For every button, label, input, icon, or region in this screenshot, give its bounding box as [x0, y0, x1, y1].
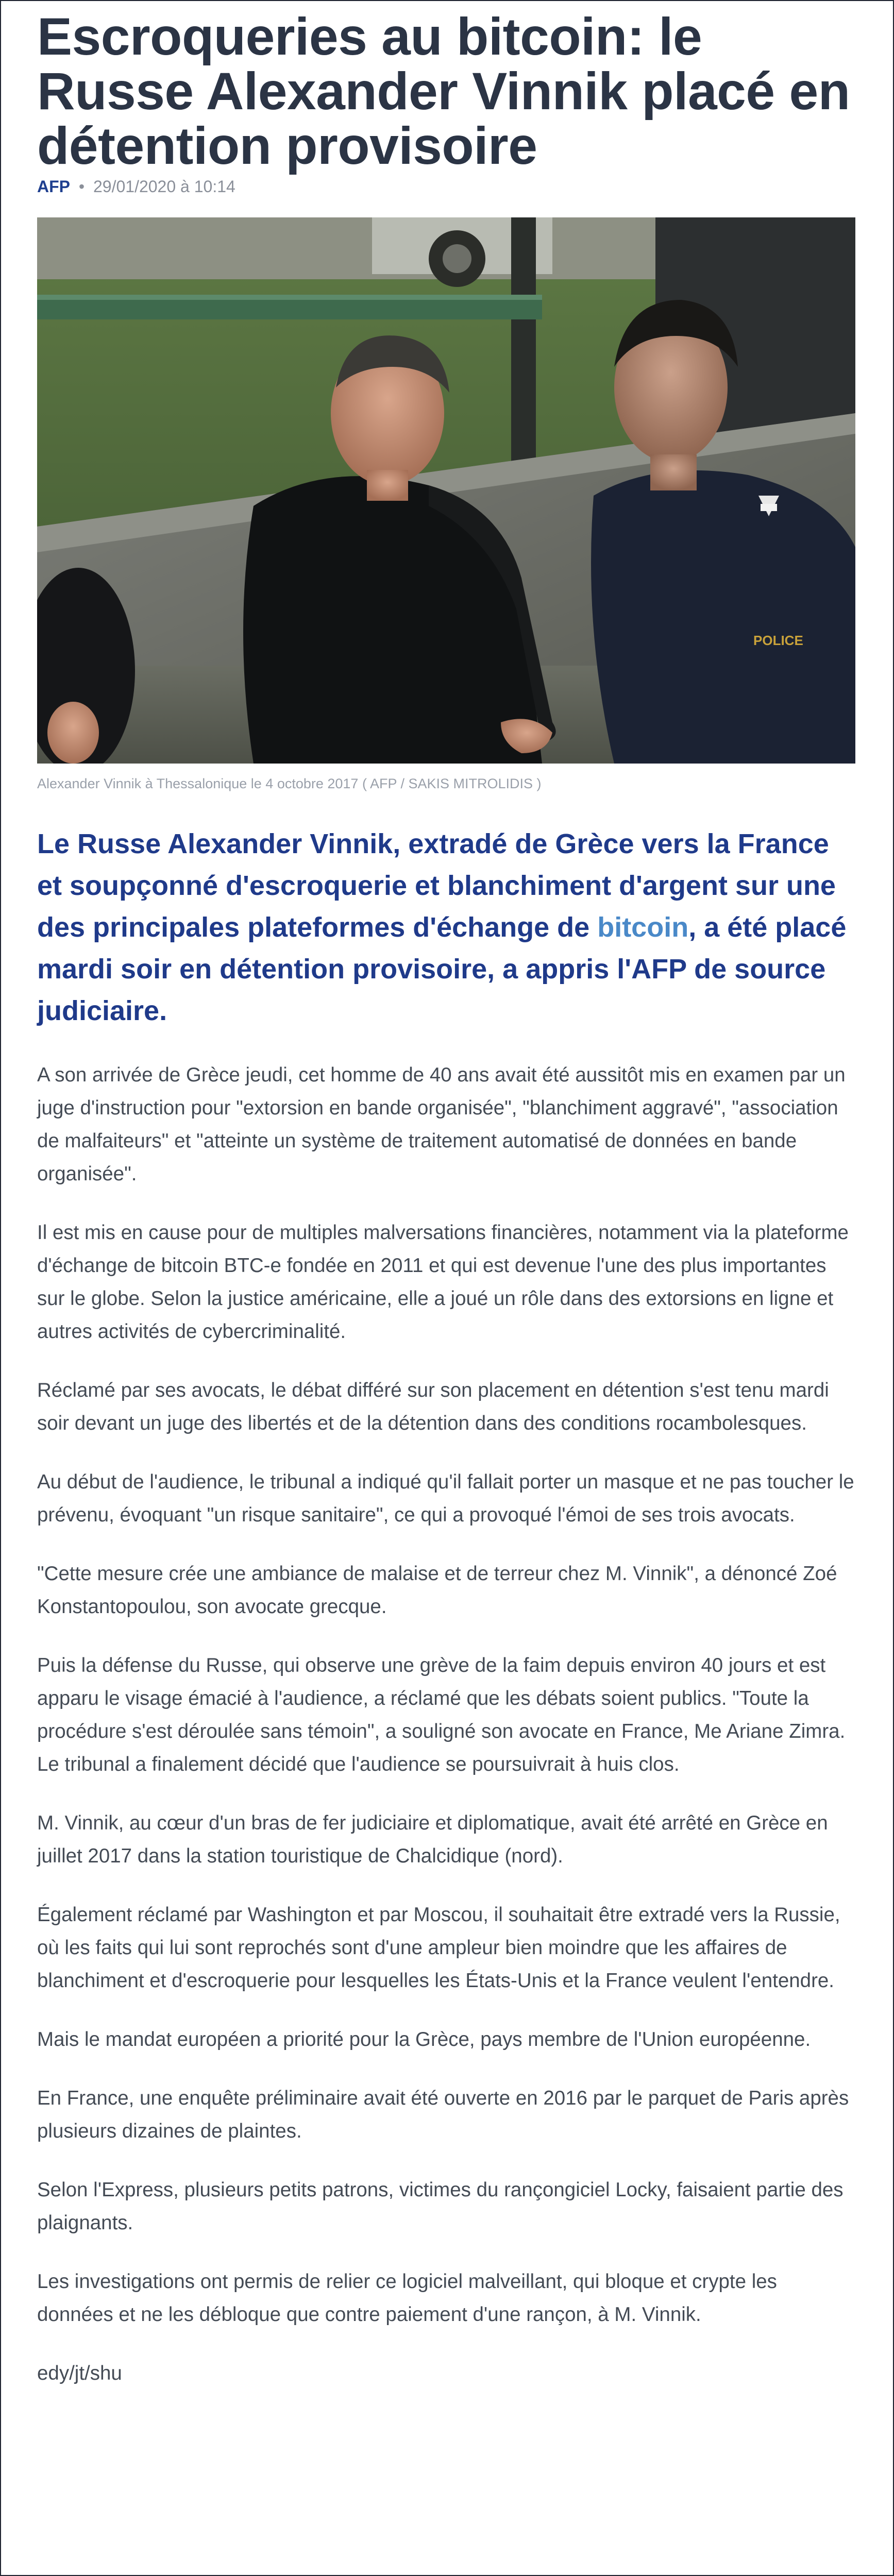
body-paragraph: Selon l'Express, plusieurs petits patrons, victimes du rançongiciel Locky, faisaient partie des plaignants.: [37, 2179, 844, 2234]
body-paragraph: En France, une enquête préliminaire avait été ouverte en 2016 par le parquet de Paris après plusieurs dizaines de plaintes.: [37, 2087, 849, 2142]
article: [37, 9, 855, 2390]
lead-text-after: , a été placé mardi soir en détention provisoire, a appris l'AFP de source judiciaire.: [37, 912, 847, 1026]
body-paragraph: M. Vinnik, au cœur d'un bras de fer judiciaire et diplomatique, avait été arrêté en Grèce en juillet 2017 dans la station touristique de Chalcidique (nord).: [37, 1812, 828, 1867]
article-photo: [37, 217, 855, 764]
body-paragraph: "Cette mesure crée une ambiance de malaise et de terreur chez M. Vinnik", a dénoncé Zoé Konstantopoulou, son avocate grecque.: [37, 1563, 837, 1618]
body-paragraph: Il est mis en cause pour de multiples malversations financières, notamment via la plateforme d'échange de bitcoin BTC-e fondée en 2011 et qui est devenue l'une des plus importantes sur le globe. Selon la justice américaine, elle a joué un rôle dans des extorsions en ligne et autres activités de cybercriminalité.: [37, 1222, 849, 1343]
police-badge-text: POLICE: [753, 633, 803, 648]
byline-initials: edy/jt/shu: [37, 2362, 122, 2384]
photo-caption: Alexander Vinnik à Thessalonique le 4 octobre 2017 ( AFP / SAKIS MITROLIDIS ): [37, 776, 542, 791]
body-paragraph: Les investigations ont permis de relier ce logiciel malveillant, qui bloque et crypte les données et ne les débloque que contre paiement d'une rançon, à M. Vinnik.: [37, 2270, 777, 2326]
article-title: Escroqueries au bitcoin: le Russe Alexander Vinnik placé en détention provisoire: [37, 7, 850, 175]
body-paragraph: A son arrivée de Grèce jeudi, cet homme de 40 ans avait été aussitôt mis en examen par un juge d'instruction pour "extorsion en bande organisée", "blanchiment aggravé", "association de malfaiteurs" et "atteinte un système de traitement automatisé de données en bande organisée".: [37, 1064, 846, 1185]
body-paragraph: Mais le mandat européen a priorité pour la Grèce, pays membre de l'Union européenne.: [37, 2028, 811, 2050]
article-source[interactable]: AFP: [37, 177, 70, 196]
article-body: [37, 1059, 855, 2390]
body-paragraph: Puis la défense du Russe, qui observe une grève de la faim depuis environ 40 jours et est apparu le visage émacié à l'audience, a réclamé que les débats soient publics. "Toute la procédure s'est déroulée sans témoin", a souligné son avocate en France, Me Ariane Zimra. Le tribunal a finalement décidé que l'audience se poursuivrait à huis clos.: [37, 1654, 846, 1775]
meta-separator: •: [78, 177, 85, 196]
article-meta: [37, 176, 855, 197]
article-date: 29/01/2020 à 10:14: [93, 177, 235, 196]
bitcoin-link[interactable]: bitcoin: [597, 912, 689, 943]
body-paragraph: Réclamé par ses avocats, le débat différé sur son placement en détention s'est tenu mardi soir devant un juge des libertés et de la détention dans des conditions rocambolesques.: [37, 1379, 829, 1434]
body-paragraph: Également réclamé par Washington et par Moscou, il souhaitait être extradé vers la Russie, où les faits qui lui sont reprochés sont d'une ampleur bien moindre que les affaires de blanchiment et d'escroquerie pour lesquelles les États-Unis et la France veulent l'entendre.: [37, 1904, 840, 1992]
article-lead: [37, 823, 855, 1032]
lead-text-before: Le Russe Alexander Vinnik, extradé de Grèce vers la France et soupçonné d'escroquerie et blanchiment d'argent sur une des principales plateformes d'échange de: [37, 828, 836, 943]
body-paragraph: Au début de l'audience, le tribunal a indiqué qu'il fallait porter un masque et ne pas toucher le prévenu, évoquant "un risque sanitaire", ce qui a provoqué l'émoi de ses trois avocats.: [37, 1471, 854, 1526]
